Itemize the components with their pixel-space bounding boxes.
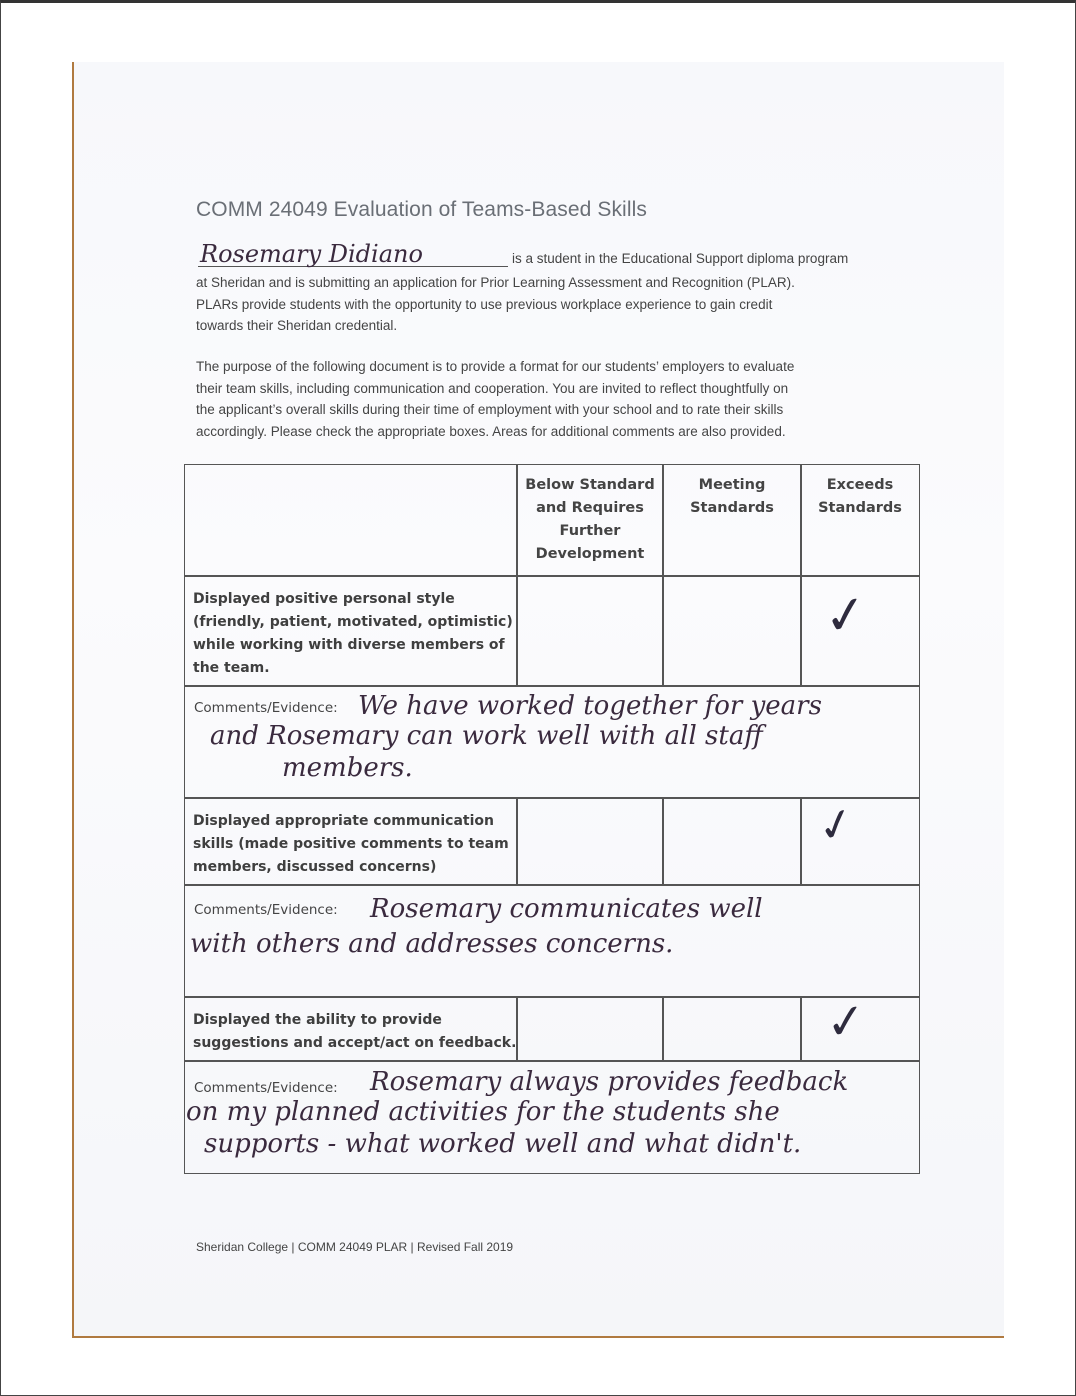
rating-meeting-cell[interactable] — [662, 575, 802, 687]
rating-below-cell[interactable] — [516, 996, 664, 1062]
rating-meeting-cell[interactable] — [662, 797, 802, 886]
comment-line: We have worked together for years — [358, 691, 822, 721]
intro-paragraph — [196, 272, 795, 337]
criterion-cell — [184, 575, 518, 687]
purpose-line: the applicant’s overall skills during their time of employment with your school and to rate their skills — [196, 402, 784, 417]
comment-label: Comments/Evidence: — [194, 700, 338, 716]
header-below-line: Development — [535, 546, 645, 562]
intro-text-first-line: is a student in the Educational Support diploma program — [512, 251, 849, 266]
comment-label: Comments/Evidence: — [194, 1080, 338, 1096]
comment-line: members. — [282, 753, 413, 783]
comment-line: Rosemary always provides feedback — [370, 1067, 849, 1097]
criterion-cell — [184, 996, 518, 1062]
header-exceeds-line: Exceeds — [826, 477, 894, 493]
header-exceeds-standards — [800, 464, 920, 577]
comment-line: supports - what worked well and what didn't. — [204, 1129, 802, 1159]
criterion-line: members, discussed concerns) — [193, 859, 437, 875]
intro-line: at Sheridan and is submitting an application for Prior Learning Assessment and Recognition (PLAR). — [196, 275, 795, 290]
intro-line: towards their Sheridan credential. — [196, 318, 398, 333]
rating-meeting-cell[interactable] — [662, 996, 802, 1062]
criterion-line: the team. — [193, 660, 270, 676]
checkmark-icon: ✓ — [820, 583, 872, 649]
header-meeting-line: Standards — [690, 500, 774, 516]
criterion-line: Displayed appropriate communication — [193, 813, 494, 829]
student-name: Rosemary Didiano — [200, 240, 423, 268]
criterion-line: skills (made positive comments to team — [193, 836, 509, 852]
checkmark-icon: ✓ — [823, 992, 870, 1052]
purpose-line: their team skills, including communication and cooperation. You are invited to reflect thoughtfully on — [196, 380, 789, 396]
criterion-line: Displayed the ability to provide — [193, 1012, 442, 1028]
rating-below-cell[interactable] — [516, 575, 664, 687]
criterion-line: (friendly, patient, motivated, optimistic) — [193, 614, 513, 630]
comment-line: and Rosemary can work well with all staff — [210, 721, 763, 751]
intro-line: PLARs provide students with the opportunity to use previous workplace experience to gain credit — [196, 296, 773, 312]
checkmark-icon: ✓ — [812, 796, 861, 855]
purpose-line: accordingly. Please check the appropriate boxes. Areas for additional comments are also provided. — [196, 423, 786, 439]
header-criteria-cell — [184, 464, 518, 577]
header-below-line: Further — [559, 523, 621, 539]
comment-line: Rosemary communicates well — [370, 894, 763, 924]
criterion-line: suggestions and accept/act on feedback. — [193, 1035, 517, 1051]
purpose-line: The purpose of the following document is to provide a format for our students’ employers to evaluate — [196, 359, 795, 374]
comment-label: Comments/Evidence: — [194, 902, 338, 918]
header-below-standard — [516, 464, 664, 577]
criterion-cell — [184, 797, 518, 886]
rating-below-cell[interactable] — [516, 797, 664, 886]
comment-line: on my planned activities for the students she — [186, 1097, 780, 1127]
header-meeting-line: Meeting — [698, 477, 766, 493]
criterion-line: Displayed positive personal style — [193, 591, 455, 607]
purpose-paragraph — [196, 356, 794, 442]
header-below-line: and Requires — [536, 500, 644, 516]
header-below-line: Below Standard — [525, 477, 655, 493]
criterion-line: while working with diverse members of — [193, 637, 505, 653]
header-exceeds-line: Standards — [818, 500, 902, 516]
page-title: COMM 24049 Evaluation of Teams-Based Skills — [196, 198, 647, 221]
header-meeting-standards — [662, 464, 802, 577]
page-footer: Sheridan College | COMM 24049 PLAR | Revised Fall 2019 — [196, 1240, 514, 1254]
comment-line: with others and addresses concerns. — [190, 929, 674, 959]
